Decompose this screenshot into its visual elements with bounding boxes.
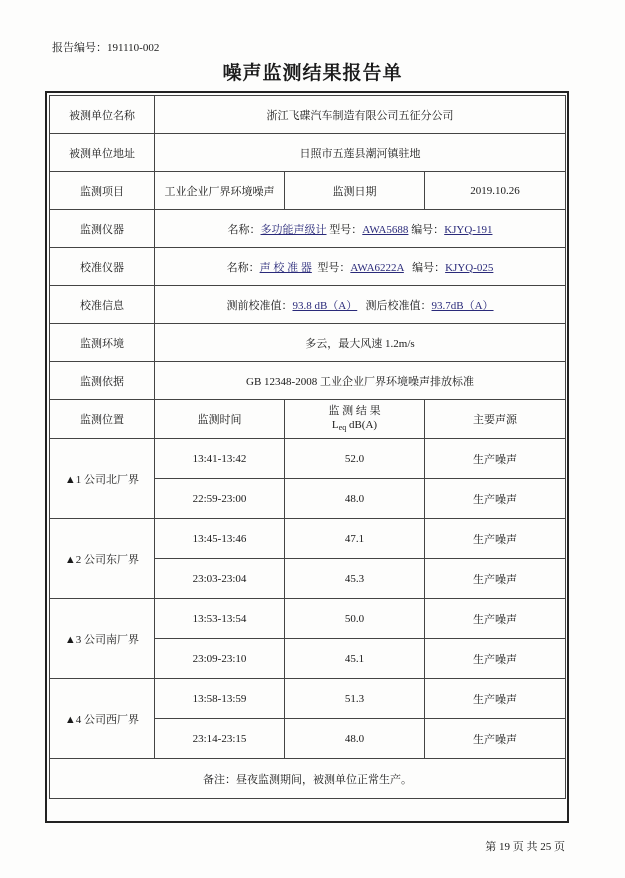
environment-label: 监测环境	[50, 324, 155, 362]
table-row	[50, 679, 566, 719]
row-environment	[50, 324, 566, 362]
value-cell: 52.0	[285, 439, 425, 479]
source-cell: 生产噪声	[425, 719, 566, 759]
time-cell: 22:59-23:00	[155, 479, 285, 519]
pre-calibration-value: 93.8 dB（A）	[292, 299, 358, 312]
result-header-line2	[289, 418, 420, 435]
leq-unit: dB(A)	[346, 418, 378, 431]
leq-subscript: eq	[338, 422, 347, 432]
table-row	[50, 439, 566, 479]
page-suffix: 页	[554, 841, 565, 853]
result-header-line1: 监 测 结 果	[328, 404, 381, 417]
source-cell: 生产噪声	[425, 439, 566, 479]
location-cell: ▲4 公司西厂界	[50, 679, 155, 759]
instrument-info	[155, 210, 566, 248]
time-cell: 13:41-13:42	[155, 439, 285, 479]
post-calibration-value: 93.7dB（A）	[431, 299, 494, 312]
source-cell: 生产噪声	[425, 559, 566, 599]
source-header: 主要声源	[425, 400, 566, 439]
location-cell: ▲2 公司东厂界	[50, 519, 155, 599]
row-basis	[50, 362, 566, 400]
value-cell: 50.0	[285, 599, 425, 639]
time-cell: 23:03-23:04	[155, 559, 285, 599]
time-cell: 23:09-23:10	[155, 639, 285, 679]
value-cell: 45.1	[285, 639, 425, 679]
instrument-name-label: 名称：	[227, 223, 261, 236]
time-cell: 13:45-13:46	[155, 519, 285, 559]
row-calibrator	[50, 248, 566, 286]
page-number: 19	[499, 841, 510, 853]
calibrator-no-label: 编号：	[412, 261, 446, 274]
page-total: 25	[540, 841, 552, 853]
unit-name: 浙江飞碟汽车制造有限公司五征分公司	[155, 96, 566, 134]
unit-address-label: 被测单位地址	[50, 134, 155, 172]
remark-row	[50, 759, 566, 799]
time-header: 监测时间	[155, 400, 285, 439]
source-cell: 生产噪声	[425, 679, 566, 719]
basis-label: 监测依据	[50, 362, 155, 400]
value-cell: 48.0	[285, 479, 425, 519]
value-cell: 48.0	[285, 719, 425, 759]
source-cell: 生产噪声	[425, 479, 566, 519]
calibrator-name: 声 校 准 器	[259, 261, 312, 274]
instrument-no-label: 编号：	[411, 223, 445, 236]
value-cell: 45.3	[285, 559, 425, 599]
remark: 备注：昼夜监测期间，被测单位正常生产。	[50, 759, 566, 799]
value-cell: 47.1	[285, 519, 425, 559]
row-instrument	[50, 210, 566, 248]
source-cell: 生产噪声	[425, 519, 566, 559]
monitor-item: 工业企业厂界环境噪声	[155, 172, 285, 210]
report-table	[49, 95, 566, 799]
instrument-model: AWA5688	[362, 223, 409, 236]
location-header: 监测位置	[50, 400, 155, 439]
calibrator-model: AWA6222A	[350, 261, 404, 274]
unit-address: 日照市五莲县潮河镇驻地	[155, 134, 566, 172]
monitor-date: 2019.10.26	[425, 172, 566, 210]
value-cell: 51.3	[285, 679, 425, 719]
unit-name-label: 被测单位名称	[50, 96, 155, 134]
results-header-row	[50, 400, 566, 439]
time-cell: 13:53-13:54	[155, 599, 285, 639]
location-cell: ▲3 公司南厂界	[50, 599, 155, 679]
pre-calibration-label: 测前校准值：	[226, 299, 293, 312]
page-title: 噪声监测结果报告单	[222, 62, 403, 84]
calibration-info	[155, 286, 566, 324]
location-cell: ▲1 公司北厂界	[50, 439, 155, 519]
page-indicator	[485, 838, 565, 854]
instrument-name: 多功能声级计	[260, 223, 327, 236]
calibrator-info	[155, 248, 566, 286]
table-row	[50, 519, 566, 559]
source-cell: 生产噪声	[425, 639, 566, 679]
instrument-model-label: 型号：	[329, 223, 363, 236]
row-unit-address	[50, 134, 566, 172]
calibrator-label: 校准仪器	[50, 248, 155, 286]
row-calibration-info	[50, 286, 566, 324]
time-cell: 23:14-23:15	[155, 719, 285, 759]
leq-symbol: L	[331, 418, 339, 431]
calibrator-name-label: 名称：	[226, 261, 260, 274]
post-calibration-label: 测后校准值：	[365, 299, 432, 312]
table-row	[50, 599, 566, 639]
source-cell: 生产噪声	[425, 599, 566, 639]
calibrator-no: KJYQ-025	[445, 261, 494, 274]
instrument-no: KJYQ-191	[444, 223, 493, 236]
row-unit-name	[50, 96, 566, 134]
row-monitor-item	[50, 172, 566, 210]
report-number: 报告编号：191110-002	[52, 42, 160, 54]
calibration-info-label: 校准信息	[50, 286, 155, 324]
basis: GB 12348-2008 工业企业厂界环境噪声排放标准	[155, 362, 566, 400]
page-prefix: 第	[485, 841, 497, 853]
monitor-date-label: 监测日期	[285, 172, 425, 210]
page-mid: 页 共	[512, 841, 538, 853]
time-cell: 13:58-13:59	[155, 679, 285, 719]
calibrator-model-label: 型号：	[317, 261, 351, 274]
result-header	[285, 400, 425, 439]
environment: 多云，最大风速 1.2m/s	[155, 324, 566, 362]
instrument-label: 监测仪器	[50, 210, 155, 248]
monitor-item-label: 监测项目	[50, 172, 155, 210]
